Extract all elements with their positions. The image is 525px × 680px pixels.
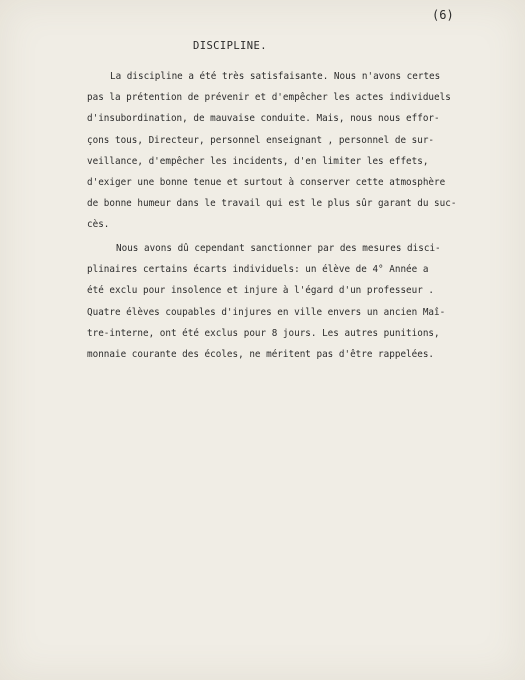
paragraph-discipline-2	[87, 238, 510, 365]
paragraph-line: de bonne humeur dans le travail qui est le plus sûr garant du suc-	[87, 198, 457, 210]
paragraph-line: d'exiger une bonne tenue et surtout à conserver cette atmosphère	[87, 176, 446, 188]
section-heading: DISCIPLINE.	[193, 40, 267, 52]
paragraph-line: pas la prétention de prévenir et d'empêcher les actes individuels	[87, 92, 451, 104]
paragraph-line: veillance, d'empêcher les incidents, d'en limiter les effets,	[87, 155, 429, 167]
paragraph-line: cès.	[87, 219, 110, 231]
paragraph-line: Nous avons dû cependant sanctionner par des mesures disci-	[116, 243, 441, 254]
paragraph-line: tre-interne, ont été exclus pour 8 jours. Les autres punitions,	[87, 327, 440, 339]
paragraph-line: Quatre élèves coupables d'injures en ville envers un ancien Maî-	[87, 306, 446, 318]
paragraph-discipline-1	[87, 66, 510, 236]
paragraph-line: La discipline a été très satisfaisante. Nous n'avons certes	[110, 71, 441, 82]
paragraph-line: monnaie courante des écoles, ne méritent pas d'être rappelées.	[87, 348, 435, 360]
paragraph-line: d'insubordination, de mauvaise conduite. Mais, nous nous effor-	[87, 113, 440, 125]
page-number: (6)	[432, 8, 454, 22]
paragraph-line: été exclu pour insolence et injure à l'égard d'un professeur .	[87, 285, 435, 297]
paragraph-line: çons tous, Directeur, personnel enseignant , personnel de sur-	[87, 134, 435, 146]
paragraph-line: plinaires certains écarts individuels: un élève de 4° Année a	[87, 264, 429, 276]
